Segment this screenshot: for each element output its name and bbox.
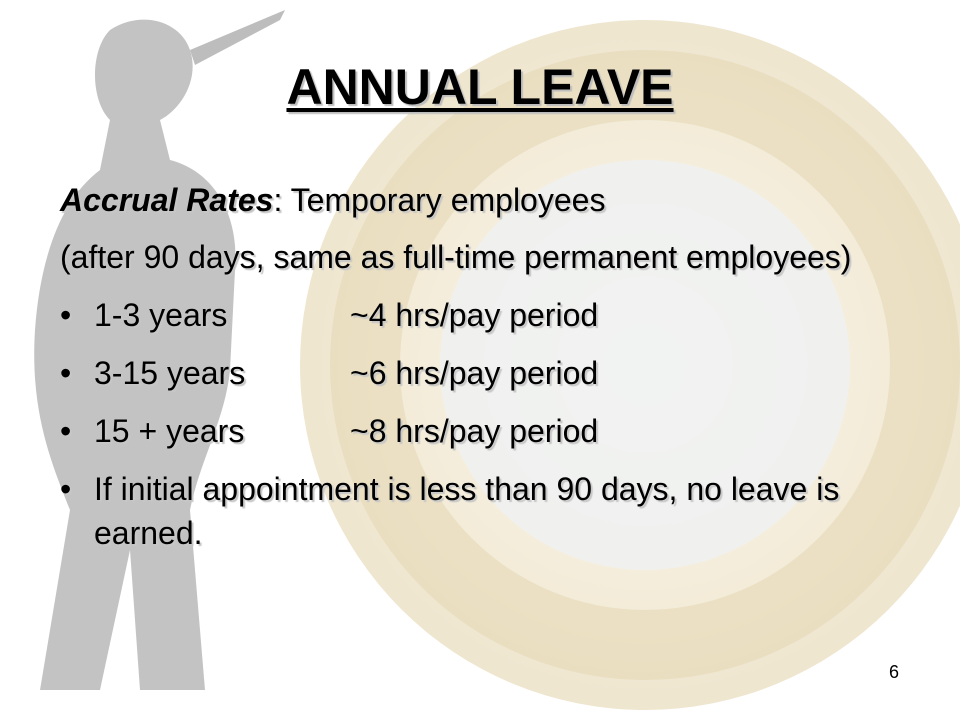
final-bullet-text: If initial appointment is less than 90 days, no leave is earned.: [94, 471, 840, 551]
rates-list: [60, 293, 910, 555]
rate-term: 15 + years: [94, 413, 245, 449]
rate-value: ~4 hrs/pay period: [350, 297, 599, 333]
accrual-rates-line: [60, 178, 910, 222]
slide-title: ANNUAL LEAVE: [286, 59, 674, 115]
accrual-rates-text: Temporary employees: [282, 182, 606, 218]
rate-term: 3-15 years: [94, 355, 246, 391]
list-item: [60, 467, 910, 555]
rate-term: 1-3 years: [94, 297, 228, 333]
rate-value: ~8 hrs/pay period: [350, 413, 599, 449]
page-number: 6: [889, 662, 900, 682]
list-item: [60, 351, 910, 395]
list-item: [60, 293, 910, 337]
accrual-colon: :: [273, 182, 283, 218]
bullet-icon: •: [60, 297, 72, 333]
bullet-icon: •: [60, 471, 72, 507]
accrual-rates-label: Accrual Rates: [60, 182, 274, 218]
rate-value: ~6 hrs/pay period: [350, 355, 599, 391]
bullet-icon: •: [60, 355, 72, 391]
list-item: [60, 409, 910, 453]
slide-body: [60, 178, 910, 569]
bullet-icon: •: [60, 413, 72, 449]
accrual-note: (after 90 days, same as full-time permanent employees): [60, 239, 852, 275]
